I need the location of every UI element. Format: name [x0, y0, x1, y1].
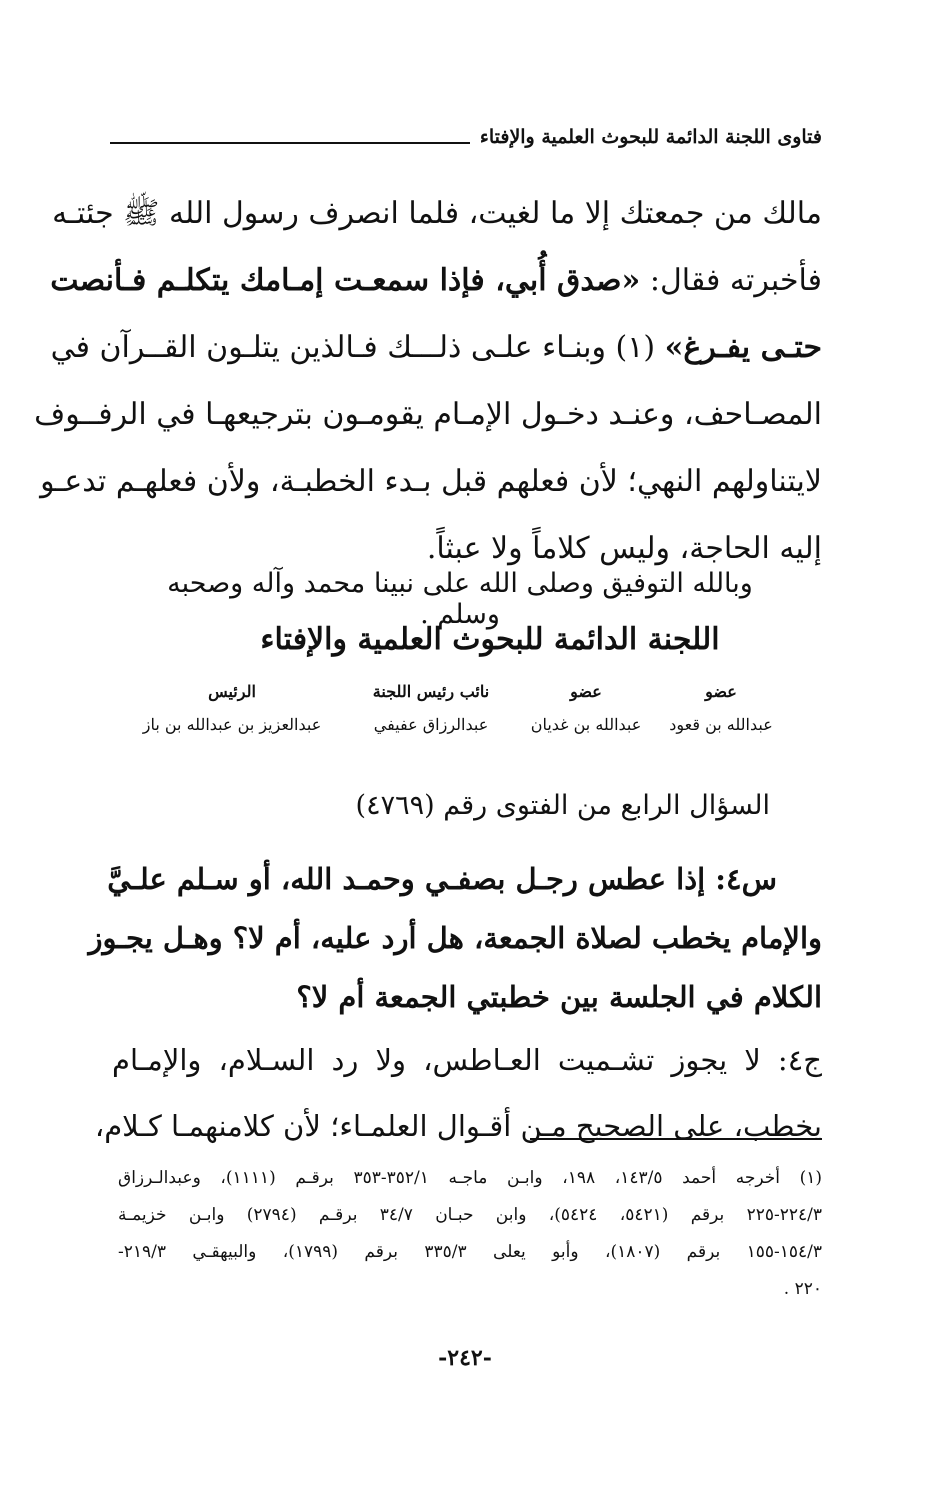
answer-line: يخطب، على الصحيح مـن أقـوال العلمـاء؛ لأن كلامنهمـا كـلام،	[94, 1109, 822, 1143]
body-text-plain: فأخبرته فقال:	[640, 263, 822, 298]
running-title: فتاوى اللجنة الدائمة للبحوث العلمية والإفتاء	[479, 126, 822, 148]
member-role: نائب رئيس اللجنة	[372, 682, 490, 701]
body-line: المصـاحف، وعنـد دخـول الإمـام يقومـون بترجيعهـا في الرفــوف	[34, 397, 822, 432]
question-answer	[88, 850, 822, 1159]
committee-title: اللجنة الدائمة للبحوث العلمية والإفتاء	[260, 622, 720, 657]
member-name: عبدالله بن قعود	[669, 715, 773, 734]
body-text-plain: (١) وبنـاء علـى ذلـــك فـالذين يتلـون القــرآن في	[50, 330, 665, 365]
closing-formula: وبالله التوفيق وصلى الله على نبينا محمد وآله وصحبه وسلم .	[167, 568, 753, 630]
question-line: س٤: إذا عطس رجـل بصفـي وحمـد الله، أو سـلم علـيَّ	[107, 862, 777, 896]
member-role: عضو	[705, 682, 737, 701]
body-line: مالك من جمعتك إلا ما لغيت، فلما انصرف رسول الله ﷺ جئتـه	[52, 196, 822, 231]
question-heading: السؤال الرابع من الفتوى رقم (٤٧٦٩)	[355, 790, 770, 821]
body-line	[50, 314, 822, 381]
member-role: عضو	[570, 682, 602, 701]
body-text	[34, 180, 822, 582]
member-name: عبدالرزاق عفيفي	[373, 715, 489, 734]
running-header	[110, 112, 822, 152]
footnote-line: ٢٢٠ .	[783, 1279, 822, 1299]
member-name: عبدالله بن غديان	[530, 715, 642, 734]
header-rule	[110, 142, 470, 144]
signatures	[118, 682, 786, 734]
footnote-rule	[530, 1138, 822, 1140]
hadith-quote-end: حتـى يفـرغ»	[664, 330, 822, 365]
member-name: عبدالعزيز بن عبدالله بن باز	[142, 715, 322, 734]
question-line: والإمام يخطب لصلاة الجمعة، هل أرد عليه، أم لا؟ وهـل يجـوز	[88, 921, 822, 955]
hadith-quote: «صدق أُبي، فإذا سمعـت إمـامك يتكلـم فـأنصت	[50, 263, 641, 298]
body-line: إليه الحاجة، وليس كلاماً ولا عبثاً.	[426, 531, 822, 566]
answer-line: ج٤: لا يجوز تشـميت العـاطس، ولا رد السـلام، والإمـام	[112, 1043, 822, 1077]
body-line	[50, 247, 822, 314]
footnote-line: (١) أخرجه أحمد ١٤٣/٥، ١٩٨، وابـن ماجـه ٣٥٢/١-٣٥٣ برقـم (١١١١)، وعبدالـرزاق	[118, 1168, 822, 1188]
question-line: الكلام في الجلسة بين خطبتي الجمعة أم لا؟	[296, 980, 822, 1014]
page-number: -٢٤٢-	[438, 1345, 492, 1371]
member-role: الرئيس	[208, 682, 256, 701]
footnote-line: ٢٢٤/٣-٢٢٥ برقم (٥٤٢١، ٥٤٢٤)، وابن حبـان ٣٤/٧ برقـم (٢٧٩٤) وابـن خزيمـة	[118, 1205, 822, 1225]
body-line: لايتناولهم النهي؛ لأن فعلهم قبل بـدء الخطبـة، ولأن فعلهـم تدعـو	[40, 464, 822, 499]
footnotes	[118, 1160, 822, 1308]
footnote-line: ١٥٤/٣-١٥٥ برقم (١٨٠٧)، وأبو يعلى ٣٣٥/٣ برقم (١٧٩٩)، والبيهقـي ٢١٩/٣-	[118, 1242, 823, 1262]
